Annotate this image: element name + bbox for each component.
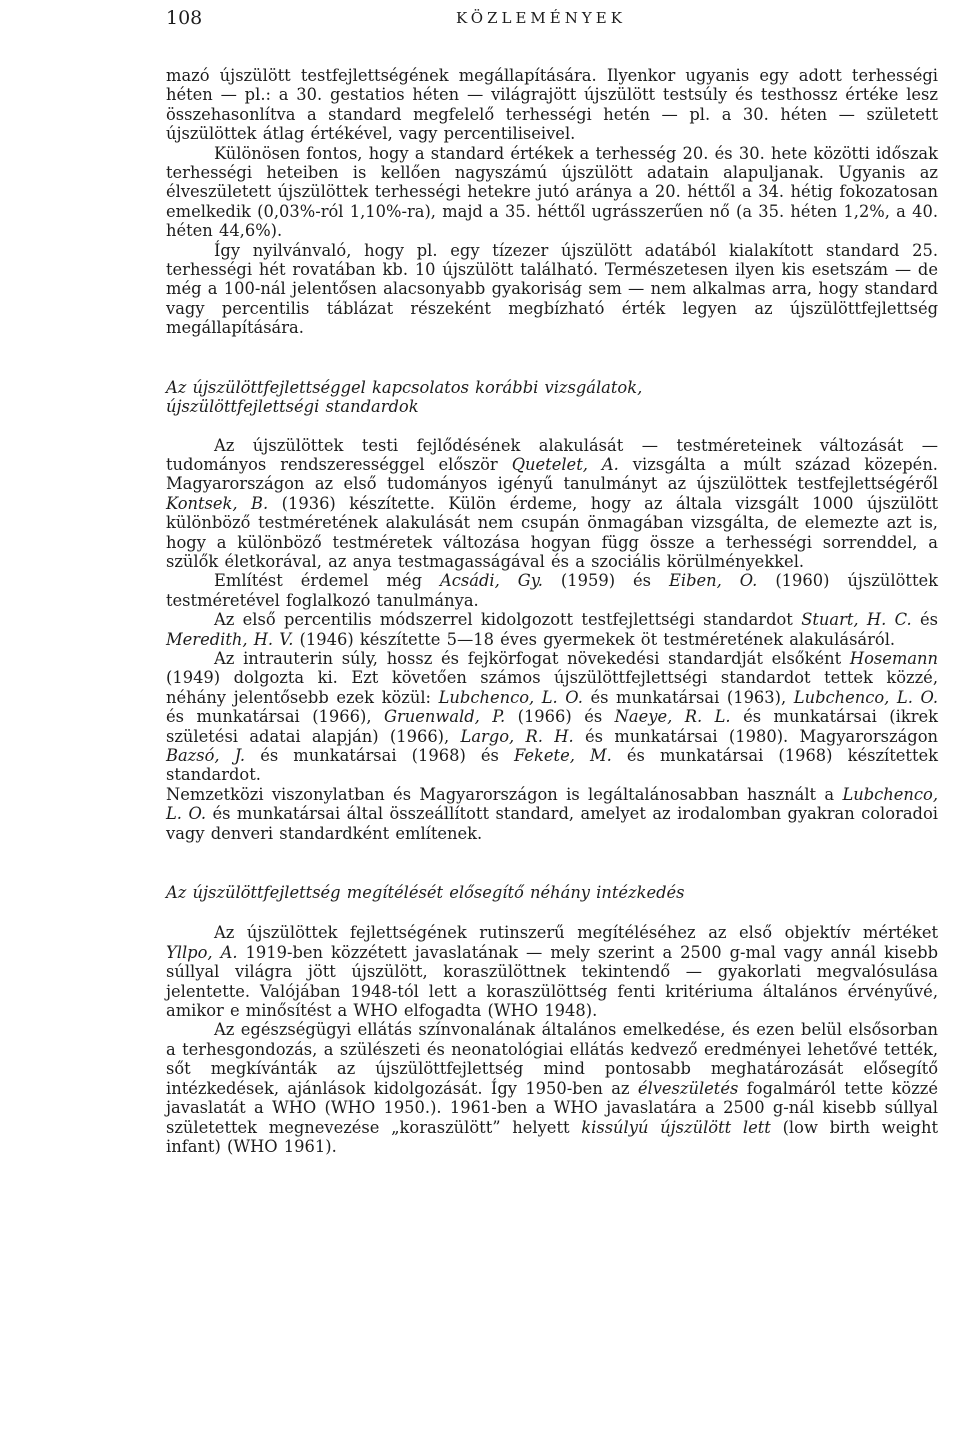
author-name: Fekete, M. xyxy=(513,746,612,765)
author-name: Lubchenco, L. O. xyxy=(166,784,938,824)
author-name: Largo, R. H. xyxy=(460,726,574,746)
text-run: és munkatársai (1968) és xyxy=(245,746,514,765)
author-name: Yllpo, A. xyxy=(166,942,238,962)
paragraph-3: Így nyilvánvaló, hogy pl. egy tízezer újszülött adatából kialakított standard 25. terhességi hét rovatában kb. 10 újszülött található. Természetesen ilyen kis esetszám — de még a 100-nál jelentősen alacsonyabb gyakoriság sem — nem alkalmas arra, hogy standard vagy percentilis táblázat részeként megbízható érték legyen az újszülöttfejlettség megállapítására. xyxy=(166,240,938,338)
paragraph-7 xyxy=(166,649,938,785)
text-run: fogalmáról tette közzé javaslatát a WHO (WHO 1950.). 1961-ben a WHO javaslatára a 2500 g-nál kisebb súllyal születettek megnevezése „koraszülött” helyett xyxy=(166,1078,938,1137)
text-run: 1919-ben közzétett javaslatának — mely szerint a 2500 g-mal vagy annál kisebb súllyal világra jött újszülött, koraszülöttnek tekintendő — gyakorlati megvalósulása jelentette. Valójában 1948-tól lett a koraszülöttség fenti kritériuma általános érvényűvé, amikor e minősítést a WHO elfogadta (WHO 1948). xyxy=(166,942,938,1021)
text-run: Az intrauterin súly, hossz és fejkörfogat növekedési standardját elsőként xyxy=(214,648,850,668)
text-run: és munkatársai által összeállított standard, amelyet az irodalomban gyakran coloradoi vagy denveri standardként említenek. xyxy=(166,804,938,843)
paragraph-6 xyxy=(166,610,938,649)
section-title-line-1: Az újszülöttfejlettséggel kapcsolatos korábbi vizsgálatok, xyxy=(166,377,643,397)
key-term: kissúlyú újszülött lett xyxy=(581,1117,771,1137)
key-term: élveszületés xyxy=(637,1078,739,1098)
author-name: Meredith, H. V. xyxy=(166,629,294,649)
paragraph-1: mazó újszülött testfejlettségének megállapítására. Ilyenkor ugyanis egy adott terhességi héten — pl.: a 30. gestatios héten — világrajött újszülött testsúly és testhossz értéke lesz összehasonlítva a standard megfelelő terhességi hetén — pl. a 30. héten — született újszülöttek átlag értékével, vagy percentiliseivel. xyxy=(166,66,938,144)
text-run: (1959) és xyxy=(542,571,669,591)
page-number: 108 xyxy=(166,7,203,29)
author-name: Hosemann xyxy=(849,648,938,668)
text-run: Az újszülöttek fejlettségének rutinszerű megítéléséhez az első objektív mértéket xyxy=(214,923,938,943)
text-run: Nemzetközi viszonylatban és Magyarországon is legáltalánosabban használt a xyxy=(166,784,843,804)
text-run: Az első percentilis módszerrel kidolgozott testfejlettségi standardot xyxy=(214,610,802,630)
article-body xyxy=(166,66,938,1156)
author-name: Stuart, H. C. xyxy=(801,610,912,630)
text-run: és munkatársai (1968) készítettek standardot. xyxy=(166,746,939,785)
text-run: (1936) készítette. Külön érdeme, hogy az általa vizsgált 1000 újszülött különböző testméretének alakulását nem csupán önmagában vizsgálta, de elemezte azt is, hogy a különböző testméretek változása hogyan függ össze a terhességi sorrenddel, a szülők életkorával, az anya testmagasságával és a szociális körülményekkel. xyxy=(166,493,939,571)
paragraph-5 xyxy=(166,571,938,610)
paragraph-9 xyxy=(166,923,938,1020)
author-name: Lubchenco, L. O. xyxy=(793,687,939,707)
paragraph-10 xyxy=(166,1020,938,1156)
text-run: (1949) dolgozta ki. Ezt követően számos újszülöttfejlettségi standardot tettek közzé, néhány jelentősebb ezek közül: xyxy=(166,668,938,707)
paragraph-8 xyxy=(166,785,938,843)
text-run: (low birth weight infant) (WHO 1961). xyxy=(166,1117,938,1156)
author-name: Acsádi, Gy. xyxy=(440,571,543,591)
author-name: Eiben, O. xyxy=(669,571,758,591)
author-name: Lubchenco, L. O. xyxy=(438,687,583,707)
running-head xyxy=(166,6,938,30)
text-run: és munkatársai (1980). Magyarországon xyxy=(573,726,938,746)
text-run: és xyxy=(911,610,938,630)
text-run: és munkatársai (1963), xyxy=(582,687,794,707)
text-run: (1946) készítette 5—18 éves gyermekek öt testméretének alakulásáról. xyxy=(293,629,896,649)
author-name: Quetelet, A. xyxy=(511,454,619,474)
author-name: Naeye, R. L. xyxy=(614,707,731,727)
text-run: és munkatársai (ikrek születési adatai alapján) (1966), xyxy=(166,707,938,746)
section-title-measures: Az újszülöttfejlettség megítélését elősegítő néhány intézkedés xyxy=(166,883,685,903)
author-name: Gruenwald, P. xyxy=(383,707,506,727)
section-title-line-2: újszülöttfejlettségi standardok xyxy=(166,397,419,417)
text-run: Említést érdemel még xyxy=(214,571,440,591)
text-run: Az egészségügyi ellátás színvonalának általános emelkedése, és ezen belül elsősorban a terhesgondozás, a szülészeti és neonatológiai ellátás kedvező eredményei lehetővé tették, sőt megkívánták az újszülöttfejlettség mind pontosabb meghatározását elősegítő intézkedések, ajánlások kidolgozását. Így 1950-ben az xyxy=(166,1020,938,1098)
text-run: vizsgálta a múlt század közepén. Magyarországon az első tudományos igényű tanulmányt az újszülöttek testfejlettségéről xyxy=(166,454,938,494)
text-run: (1966) és xyxy=(505,707,615,727)
journal-title: KÖZLEMÉNYEK xyxy=(456,9,626,27)
author-name: Bazsó, J. xyxy=(166,746,246,765)
text-run: Az újszülöttek testi fejlődésének alakulását — testméreteinek változását — tudományos rendszerességgel először xyxy=(166,435,938,474)
paragraph-2: Különösen fontos, hogy a standard értékek a terhesség 20. és 30. hete közötti időszak terhességi heteiben is kellően nagyszámú újszülött adatain alapuljanak. Ugyanis az élveszületett újszülöttek terhességi hetekre jutó aránya a 20. héttől a 34. hétig fokozatosan emelkedik (0,03%-ról 1,10%-ra), majd a 35. héttől ugrásszerűen nő (a 35. héten 1,2%, a 40. héten 44,6%). xyxy=(166,143,938,241)
text-run: (1960) újszülöttek testméretével foglalkozó tanulmánya. xyxy=(166,571,938,610)
author-name: Kontsek, B. xyxy=(166,493,269,513)
paragraph-4 xyxy=(166,436,938,572)
text-run: és munkatársai (1966), xyxy=(166,707,384,727)
section-title-previous-studies xyxy=(166,378,938,417)
